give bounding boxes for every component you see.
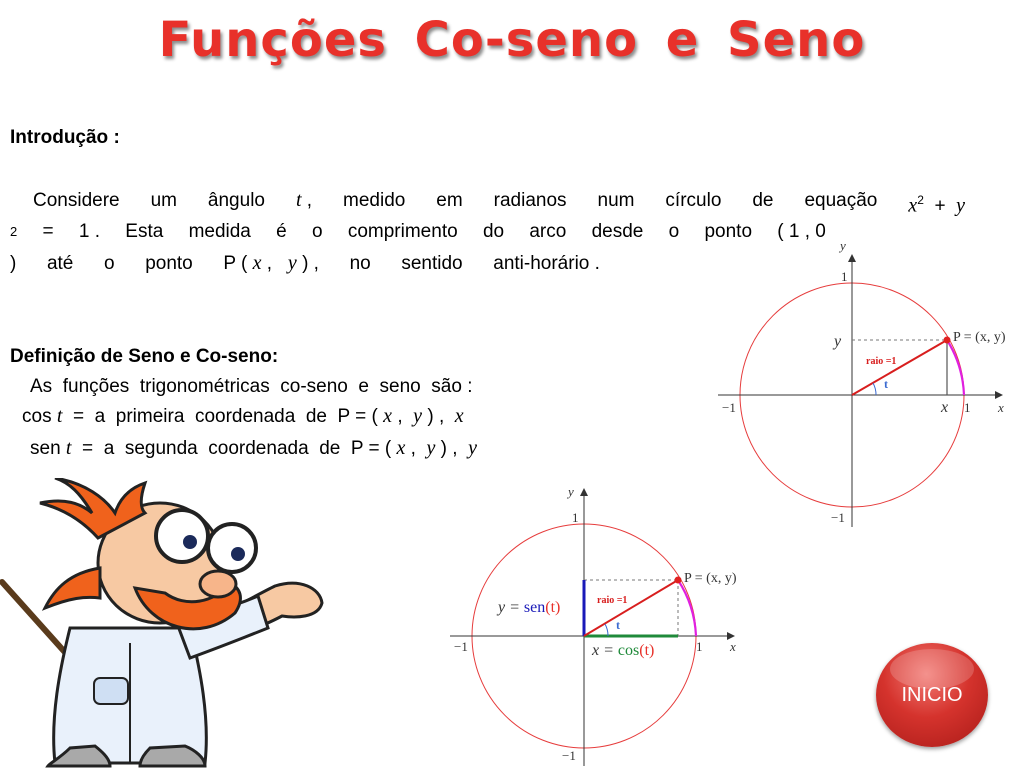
plus: + [934,195,946,217]
word: = [42,221,54,242]
word: o [104,253,115,274]
word: do [482,221,505,242]
radius-label: raio =1 [866,356,897,367]
sen-fn: sen [30,438,61,459]
nose [200,571,236,597]
var-y: y [287,252,297,274]
tick-y-neg: −1 [562,748,576,763]
word: o [668,221,680,242]
eye-right [208,524,256,572]
pupil-left [183,535,197,549]
comma: , [410,438,416,459]
comma: , [306,190,313,211]
point-p [944,337,951,344]
point-expr [223,248,319,279]
tick-x-neg: −1 [454,639,468,654]
tick-x-pos: 1 [696,639,703,654]
y-axis-arrow-icon [580,488,588,496]
y-value-label: y [834,333,842,350]
tick-y-pos: 1 [841,269,848,284]
arc-t [678,580,696,636]
axis-label-y: y [568,484,574,499]
eye-left [156,510,208,562]
cos-label: x = cos(t) [592,642,655,659]
axis-label-y: y [840,240,846,253]
unit-circle-diagram-bottom [440,480,770,768]
tick-x-pos: 1 [964,400,971,415]
intro-line-3 [10,248,600,279]
intro-heading: Introdução : [10,127,120,148]
word: arco [529,221,567,242]
coat-pocket [94,678,128,704]
radius-line [852,340,947,395]
word: até [46,253,74,274]
tick-x-neg: −1 [722,400,736,415]
word: ponto [145,253,193,274]
word: é [276,221,287,242]
word: ângulo [207,190,265,211]
word: ) [10,253,17,274]
word: P ( [223,253,248,274]
comma: , [397,406,403,427]
x-value-label: x [941,399,949,416]
equation [908,185,965,221]
point-p [675,577,682,584]
definition-line-cos [22,405,464,428]
word: Considere [33,190,120,211]
var-x: x [383,405,393,427]
word: Esta [125,221,164,242]
axis-label-x: x [998,400,1004,415]
inicio-button[interactable] [876,643,988,747]
definition-line-1: As funções trigonométricas co-seno e seno são : [30,376,473,397]
var-t: t [295,189,302,211]
sen-label: y = sen(t) [498,599,561,616]
var-y: y [468,437,478,459]
word: um [150,190,177,211]
word: ponto [704,221,753,242]
axis-label-x: x [730,639,736,654]
var-y: y [413,405,423,427]
var-y: y [426,437,436,459]
word: medido [343,190,406,211]
word: radianos [493,190,567,211]
point-p-label: P = (x, y) [953,330,1006,345]
word: 1 . [78,221,100,242]
var-x: x [908,194,918,217]
inicio-button-label: INICIO [901,683,963,706]
slide-title: Funções Co-seno e Seno [158,12,866,68]
word: comprimento [347,221,458,242]
var-x: x [454,405,464,427]
radius-label: raio =1 [597,595,628,606]
var-t: t [56,405,63,427]
pupil-right [231,547,245,561]
word: anti-horário . [493,253,600,274]
var-x: x [396,437,406,459]
word: no [349,253,371,274]
cos-fn: cos [22,406,52,427]
comma: , [266,253,273,274]
word: medida [188,221,251,242]
text: = a primeira coordenada de P = ( [62,406,378,427]
word: de [752,190,774,211]
angle-label: t [884,377,888,391]
point-p-label: P = (x, y) [684,571,737,586]
angle-label: t [616,618,620,632]
angle-arc [605,624,608,636]
professor-cartoon-icon [0,478,335,768]
word: sentido [401,253,463,274]
exponent: 2 [917,193,924,207]
arc-t [947,340,964,395]
word: o [312,221,323,242]
word: em [436,190,463,211]
var-t: t [65,437,72,459]
var-y: y [956,194,965,217]
tick-y-pos: 1 [572,510,579,525]
exponent: 2 [10,224,18,239]
word: desde [591,221,644,242]
radius-line [584,580,678,636]
definition-heading: Definição de Seno e Co-seno: [10,346,279,367]
definition-line-sen [30,437,477,460]
word: ) , [302,253,319,274]
x-axis-arrow-icon [995,391,1003,399]
text: ) , [440,438,458,459]
y-axis-arrow-icon [848,254,856,262]
hair-side [45,568,100,608]
text: ) , [427,406,445,427]
word: ( 1 , 0 [777,221,826,242]
word: círculo [665,190,722,211]
angle-arc [873,383,876,395]
word: equação [804,190,878,211]
text: = a segunda coordenada de P = ( [71,438,392,459]
tick-y-neg: −1 [831,510,845,525]
word: num [597,190,635,211]
var-x: x [252,252,262,274]
